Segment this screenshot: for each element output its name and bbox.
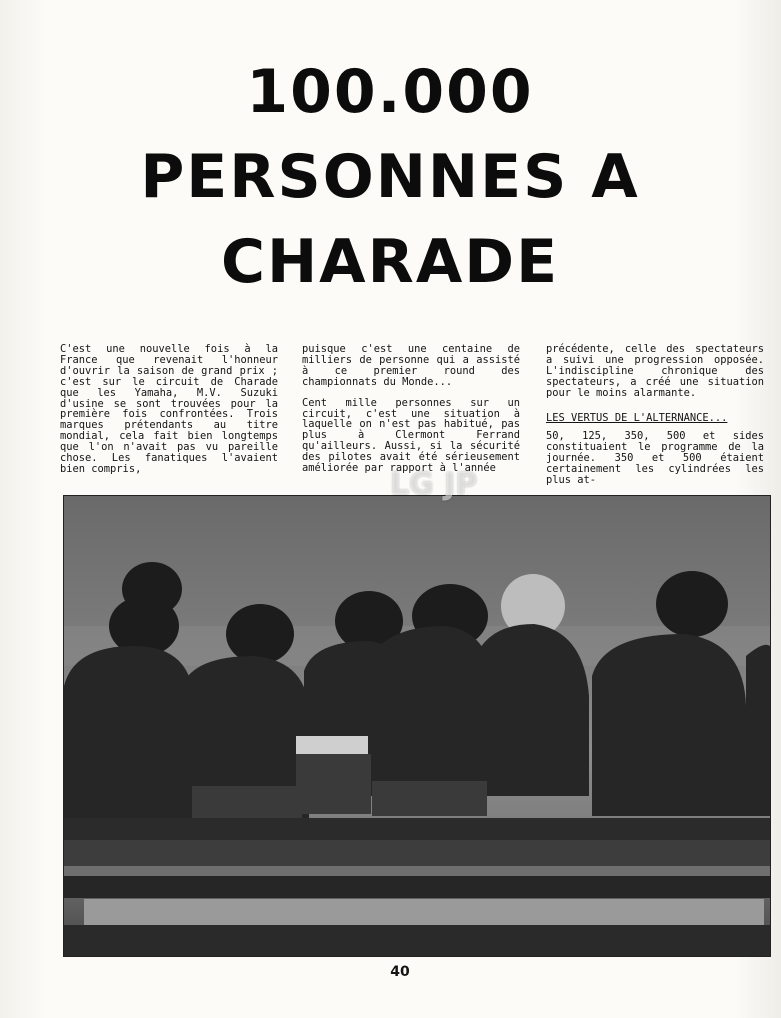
headline <box>40 50 740 305</box>
headline-line-3: CHARADE <box>220 227 560 297</box>
article-column-2 <box>302 344 520 484</box>
article-column-3 <box>546 344 764 496</box>
watermark-logo: LG JP <box>390 467 478 502</box>
page-number: 40 <box>390 964 410 980</box>
headline-line-2: PERSONNES A <box>140 142 640 212</box>
photo-illustration <box>64 496 770 956</box>
spectators-photo <box>63 495 771 957</box>
article-paragraph: C'est une nouvelle fois à la France que revenait l'honneur d'ouvrir la saison de grand prix ; c'est sur le circuit de Charade que les Yamaha, M.V. Suzuki d'usine se sont trouvées pour la première fois confrontées. Trois marques prétendants au titre mondial, cela fait bien longtemps que l'on n'avait pas vu pareille chose. Les fanatiques l'avaient bien compris, <box>60 343 278 475</box>
section-subheading: LES VERTUS DE L'ALTERNANCE... <box>546 411 728 424</box>
article-paragraph: 50, 125, 350, 500 et sides constituaient le programme de la journée. 350 et 500 étaient certainement les cylindrées les plus at- <box>546 430 764 487</box>
article-paragraph: Cent mille personnes sur un circuit, c'est une situation à laquelle on n'est pas habitué, pas plus à Clermont Ferrand qu'ailleurs. Aussi, si la sécurité des pilotes avait été sérieusement améliorée par rapport à l'année <box>302 396 520 475</box>
article-column-1 <box>60 344 278 485</box>
article-paragraph: précédente, celle des spectateurs a suivi une progression opposée. L'indiscipline chronique des spectateurs, a créé une situation pour le moins alarmante. <box>546 343 764 399</box>
article-paragraph: puisque c'est une centaine de milliers de personne qui a assisté à ce premier round des championnats du Monde... <box>302 343 520 388</box>
headline-line-1: 100.000 <box>246 57 534 127</box>
